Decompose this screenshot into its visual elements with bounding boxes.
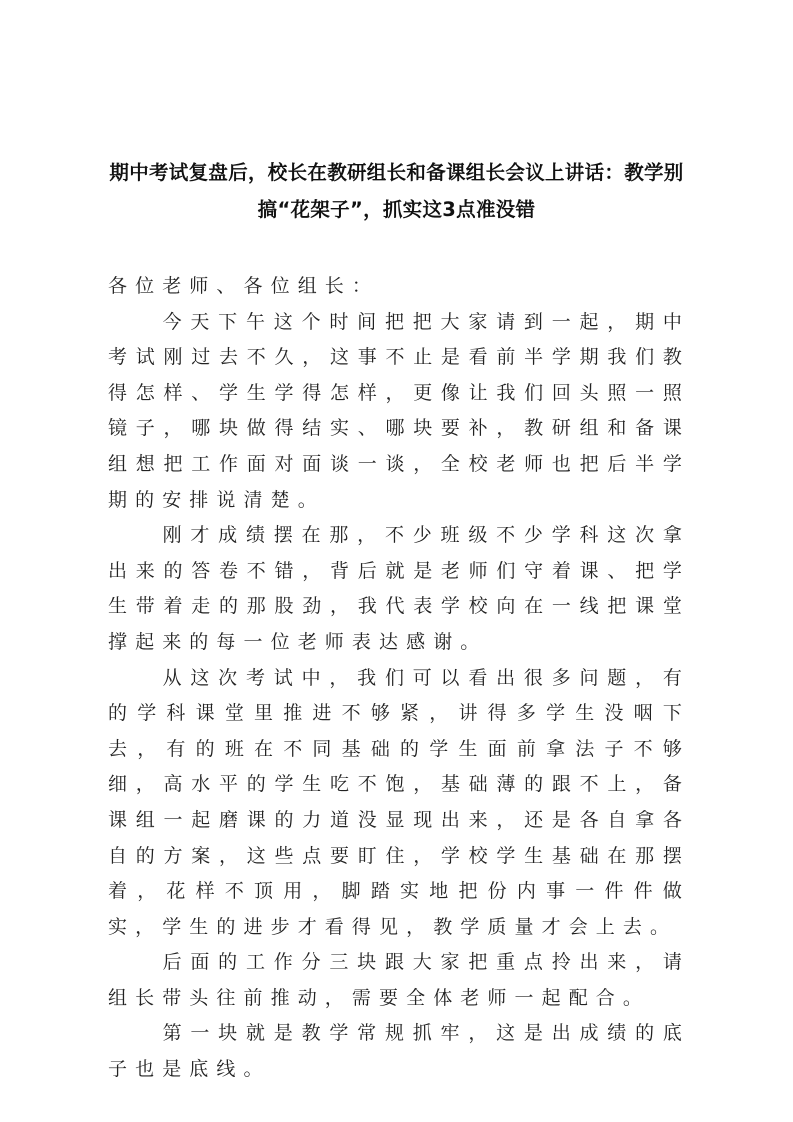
- document-body: [108, 269, 690, 1088]
- paragraph-opening: 今天下午这个时间把把大家请到一起，期中考试刚过去不久，这事不止是看前半学期我们教得怎样、学生学得怎样，更像让我们回头照一照镜子，哪块做得结实、哪块要补，教研组和备课组想把工作面对面谈一谈，全校老师也把后半学期的安排说清楚。: [108, 310, 690, 511]
- document-title: 期中考试复盘后，校长在教研组长和备课组长会议上讲话：教学别搞“花架子”，抓实这3点准没错: [109, 161, 684, 221]
- paragraph-first-point: 第一块就是教学常规抓牢，这是出成绩的底子也是底线。: [108, 1022, 690, 1081]
- paragraph-work-plan: 后面的工作分三块跟大家把重点拎出来，请组长带头往前推动，需要全体老师一起配合。: [108, 951, 690, 1009]
- paragraph-problems: 从这次考试中，我们可以看出很多问题，有的学科课堂里推进不够紧，讲得多学生没咽下去，有的班在不同基础的学生面前拿法子不够细，高水平的学生吃不饱，基础薄的跟不上，备课组一起磨课的力道没显现出来，还是各自拿各自的方案，这些点要盯住，学校学生基础在那摆着，花样不顶用，脚踏实地把份内事一件件做实，学生的进步才看得见，教学质量才会上去。: [108, 666, 690, 938]
- salutation: 各位老师、各位组长：: [108, 275, 380, 297]
- paragraph-thanks: 刚才成绩摆在那，不少班级不少学科这次拿出来的答卷不错，背后就是老师们守着课、把学生带着走的那股劲，我代表学校向在一线把课堂撑起来的每一位老师表达感谢。: [108, 524, 690, 653]
